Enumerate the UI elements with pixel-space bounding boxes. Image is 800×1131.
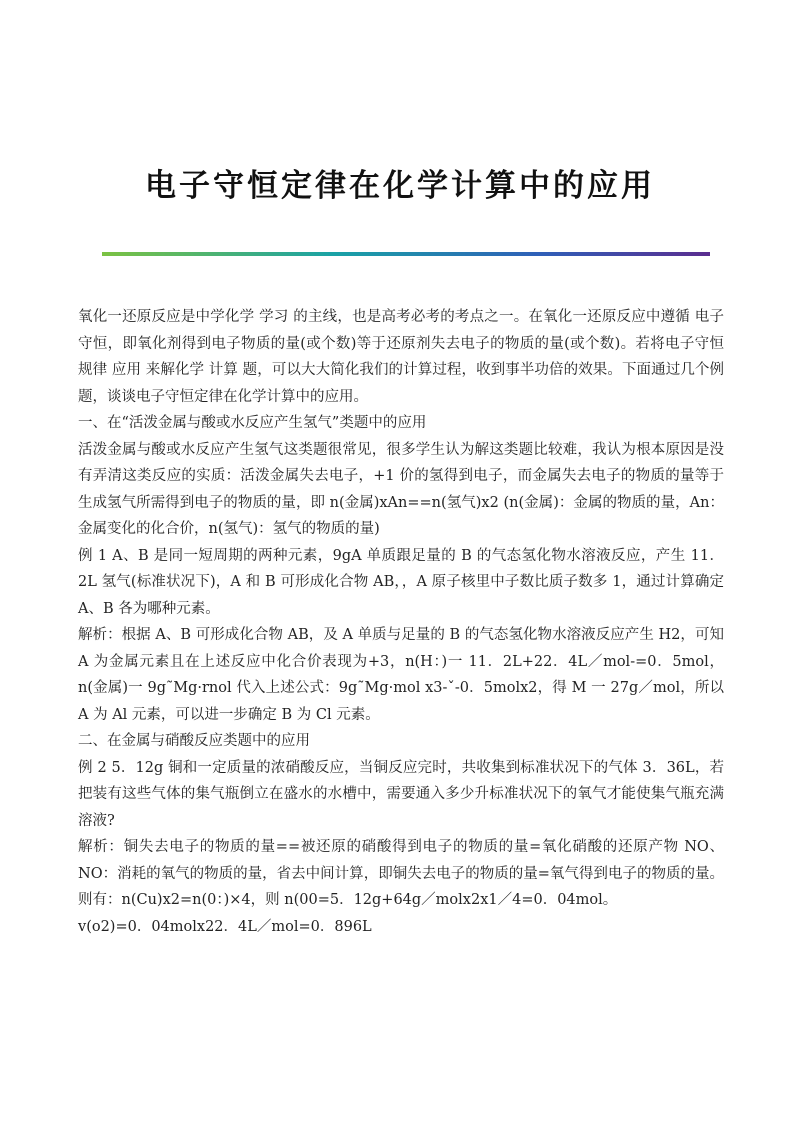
- paragraph-result: v(o2)=0．04molx22．4L／mol=0．896L: [78, 918, 372, 935]
- document-title: 电子守恒定律在化学计算中的应用: [145, 168, 655, 204]
- paragraph-analysis-1: 解析：根据 A、B 可形成化合物 AB，及 A 单质与足量的 B 的气态氢化物水溶液反应产生 H2，可知 A 为金属元素且在上述反应中化合价表现为+3，n(H：)一 11．2L+22．4L／mol-=0．5mol，n(金属)一 9g˜Mg·rnol 代入上述公式：9g˜Mg·mol x3-ˇ-0．5molx2，得 M 一 27g／mol，所以 A 为 Al 元素，可以进一步确定 B 为 Cl 元素。: [78, 627, 724, 723]
- paragraph-analysis-2: 解析：铜失去电子的物质的量==被还原的硝酸得到电子的物质的量=氧化硝酸的还原产物 NO、NO：消耗的氧气的物质的量，省去中间计算，即铜失去电子的物质的量=氧气得到电子的物质的量。则有：n(Cu)x2=n(0：)×4，则 n(00=5．12g+64g／molx2x1／4=0．04mol。: [78, 839, 724, 908]
- title-divider: [102, 252, 710, 256]
- paragraph-example-1: 例 1 A、B 是同一短周期的两种元素，9gA 单质跟足量的 B 的气态氢化物水溶液反应，产生 11．2L 氢气(标准状况下)，A 和 B 可形成化合物 AB，，A 原子核里中子数比质子数多 1，通过计算确定 A、B 各为哪种元素。: [78, 547, 724, 617]
- paragraph-intro: 氧化一还原反应是中学化学 学习 的主线，也是高考必考的考点之一。在氧化一还原反应中遵循 电子 守恒，即氧化剂得到电子物质的量(或个数)等于还原剂失去电子的物质的量(或个数)。若将电子守恒 规律 应用 来解化学 计算 题，可以大大简化我们的计算过程，收到事半功倍的效果。下面通过几个例题，谈谈电子守恒定律在化学计算中的应用。: [78, 309, 724, 405]
- section-heading-1: 一、在“活泼金属与酸或水反应产生氢气”类题中的应用: [78, 415, 427, 431]
- paragraph-example-2: 例 2 5．12g 铜和一定质量的浓硝酸反应，当铜反应完时，共收集到标准状况下的气体 3．36L，若把装有这些气体的集气瓶倒立在盛水的水槽中，需要通入多少升标准状况下的氧气才能使集气瓶充满溶液?: [78, 759, 724, 829]
- paragraph-section-1: 活泼金属与酸或水反应产生氢气这类题很常见，很多学生认为解这类题比较难，我认为根本原因是没有弄清这类反应的实质：活泼金属失去电子，+1 价的氢得到电子，而金属失去电子的物质的量等于生成氢气所需得到电子的物质的量，即 n(金属)xAn==n(氢气)x2 (n(金属)：金属的物质的量，An：金属变化的化合价，n(氢气)：氢气的物质的量): [78, 441, 724, 537]
- section-heading-2: 二、在金属与硝酸反应类题中的应用: [78, 733, 310, 749]
- document-body: [78, 304, 724, 940]
